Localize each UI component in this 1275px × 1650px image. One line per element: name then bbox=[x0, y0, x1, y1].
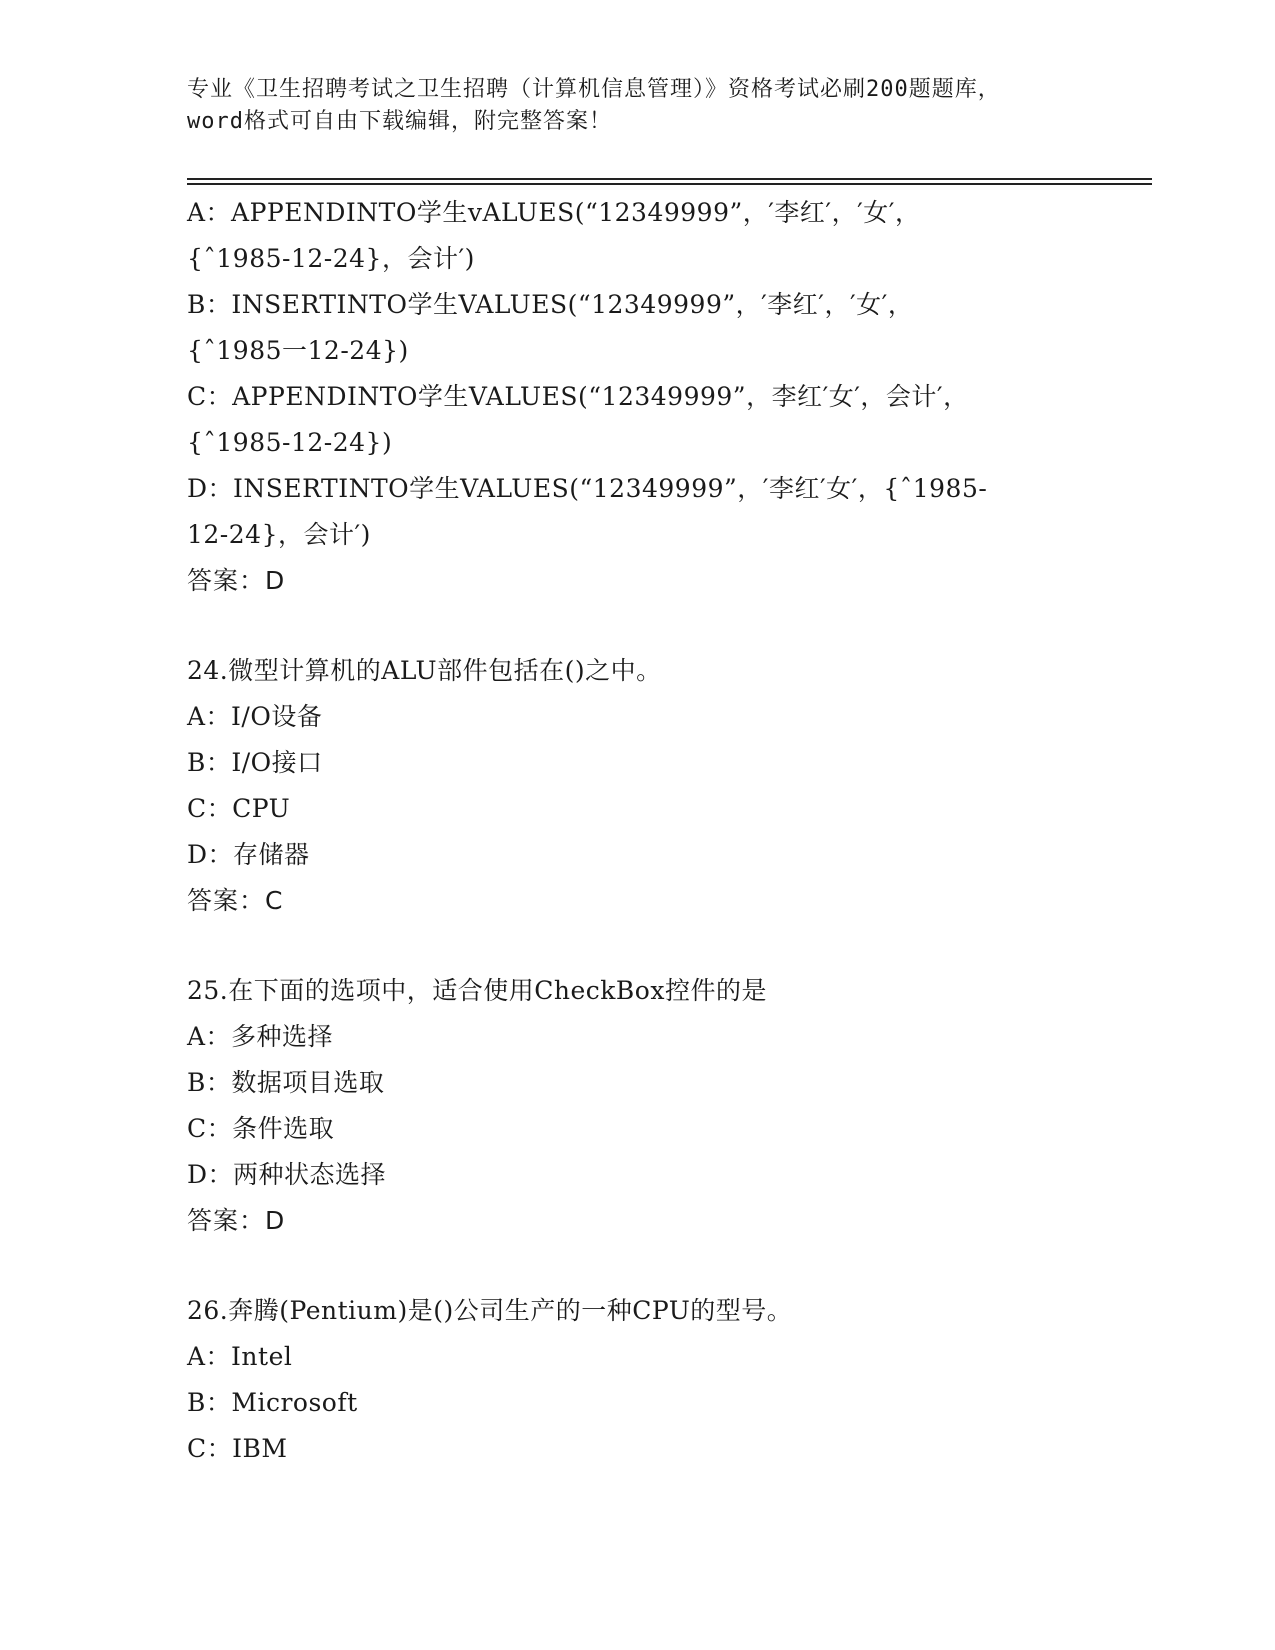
question-text: 25.在下面的选项中，适合使用CheckBox控件的是 bbox=[187, 976, 767, 1005]
question-text: 24.微型计算机的ALU部件包括在()之中。 bbox=[187, 656, 662, 685]
header-line-1: 专业《卫生招聘考试之卫生招聘（计算机信息管理）》资格考试必刷200题题库， bbox=[187, 77, 1001, 102]
option-d-line-1: D：INSERTINTO学生VALUES(“12349999”，′李红′女′，{ˆ1985- bbox=[187, 474, 988, 503]
option-c: C：IBM bbox=[187, 1434, 288, 1463]
question-23 bbox=[187, 190, 1087, 604]
question-26 bbox=[187, 1288, 1087, 1472]
option-d: D：两种状态选择 bbox=[187, 1160, 387, 1189]
option-a-line-2: {ˆ1985-12-24}，会计′) bbox=[187, 244, 475, 273]
spacer bbox=[187, 604, 1087, 648]
question-text: 26.奔腾(Pentium)是()公司生产的一种CPU的型号。 bbox=[187, 1296, 793, 1325]
option-b: B：I/O接口 bbox=[187, 748, 323, 777]
option-b-line-2: {ˆ1985一12-24}) bbox=[187, 336, 409, 365]
option-a: A：多种选择 bbox=[187, 1022, 334, 1051]
question-list bbox=[187, 190, 1087, 1472]
option-c: C：条件选取 bbox=[187, 1114, 335, 1143]
option-b: B：Microsoft bbox=[187, 1388, 358, 1417]
option-d-line-2: 12-24}，会计′) bbox=[187, 520, 371, 549]
answer: 答案：D bbox=[187, 1206, 286, 1235]
question-25 bbox=[187, 968, 1087, 1244]
option-c-line-1: C：APPENDINTO学生VALUES(“12349999”，李红′女′，会计′， bbox=[187, 382, 969, 411]
question-24 bbox=[187, 648, 1087, 924]
header-divider-bottom bbox=[187, 183, 1152, 185]
option-a-line-1: A：APPENDINTO学生vALUES(“12349999”，′李红′，′女′， bbox=[187, 198, 921, 227]
header-divider-top bbox=[187, 178, 1152, 180]
answer: 答案：D bbox=[187, 566, 286, 595]
option-a: A：I/O设备 bbox=[187, 702, 323, 731]
answer: 答案：C bbox=[187, 886, 284, 915]
option-b-line-1: B：INSERTINTO学生VALUES(“12349999”，′李红′，′女′， bbox=[187, 290, 914, 319]
option-c-line-2: {ˆ1985-12-24}) bbox=[187, 428, 393, 457]
header-line-2: word格式可自由下载编辑，附完整答案！ bbox=[187, 109, 612, 134]
option-a: A：Intel bbox=[187, 1342, 293, 1371]
option-c: C：CPU bbox=[187, 794, 291, 823]
document-header bbox=[187, 74, 1087, 138]
option-d: D：存储器 bbox=[187, 840, 310, 869]
spacer bbox=[187, 924, 1087, 968]
spacer bbox=[187, 1244, 1087, 1288]
option-b: B：数据项目选取 bbox=[187, 1068, 385, 1097]
